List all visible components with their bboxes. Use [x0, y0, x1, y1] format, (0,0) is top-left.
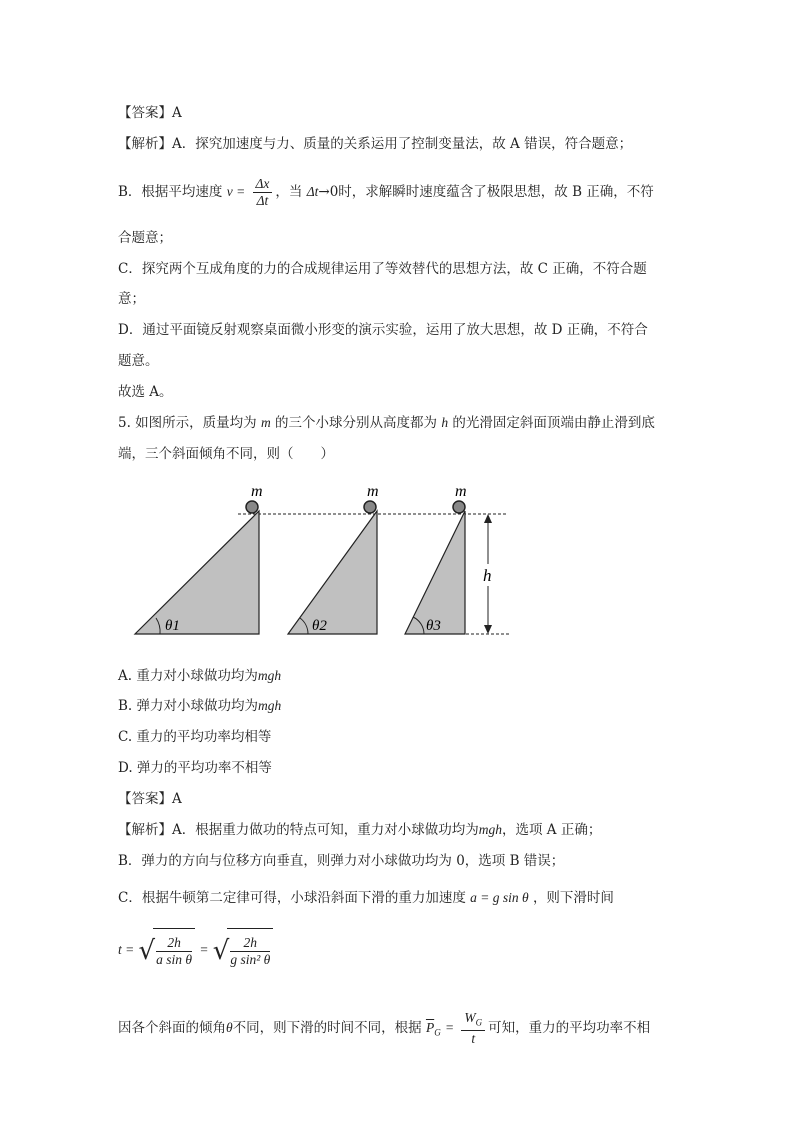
analysis-b-cont-text: 合题意； [118, 230, 172, 246]
height-arrow-bottom [484, 625, 492, 634]
angle-label-1: θ1 [165, 618, 180, 634]
power-fraction [461, 1010, 485, 1048]
analysis2-last-pre: 因各个斜面的倾角 [118, 1020, 226, 1036]
analysis-c [118, 260, 647, 278]
incline-2 [288, 511, 377, 634]
avg-power-symbol: $\overline{P}$ [425, 1020, 435, 1035]
height-label: h [483, 566, 492, 585]
analysis-d [118, 321, 648, 339]
analysis2-b [118, 852, 564, 870]
option-c [118, 728, 271, 746]
analysis-b-when: ，当 [275, 184, 303, 200]
analysis2-last-theta: θ [226, 1020, 233, 1035]
power-fraction-den: t [471, 1031, 476, 1047]
analysis2-a [118, 821, 601, 839]
question-5-text-1: 5. 如图所示，质量均为 [118, 415, 257, 431]
analysis-d-cont [118, 352, 159, 370]
choose-a-text: 故选 A。 [118, 384, 173, 400]
time-fraction-1 [156, 935, 192, 968]
incline-3 [405, 511, 465, 634]
option-b-text: B. 弹力对小球做功均为 [118, 698, 259, 714]
time-fraction-1-den: a sin θ [156, 952, 193, 967]
option-d-text: D. 弹力的平均功率不相等 [118, 760, 272, 776]
mass-label-2: m [367, 483, 379, 500]
answer-2 [118, 790, 182, 808]
option-b-math: mgh [258, 698, 282, 713]
power-fraction-num-sub: G [475, 1017, 483, 1028]
analysis-b-text: B．根据平均速度 [118, 184, 223, 200]
analysis2-c [118, 889, 614, 907]
analysis-d-cont-text: 题意。 [118, 353, 159, 369]
option-a [118, 667, 281, 685]
sqrt-body-1 [153, 928, 195, 973]
analysis-c-cont-text: 意； [118, 291, 145, 307]
analysis2-last-mid: 不同，则下滑的时间不同，根据 [232, 1020, 422, 1036]
analysis-a [118, 135, 632, 153]
time-fraction-1-num: 2h [156, 935, 192, 952]
analysis2-c-pre: C．根据牛顿第二定律可得，小球沿斜面下滑的重力加速度 [118, 890, 466, 906]
option-b [118, 697, 281, 715]
analysis2-a-math: mgh [478, 822, 502, 837]
question-5-text-3: 的光滑固定斜面顶端由静止滑到底 [452, 415, 655, 431]
avg-power-subscript: G [434, 1027, 441, 1038]
time-formula-equals: = [199, 942, 209, 957]
analysis-b-rest: →0时，求解瞬时速度蕴含了极限思想，故 B 正确，不符 [318, 184, 654, 200]
question-5-m: m [260, 415, 271, 430]
time-fraction-2-num: 2h [230, 935, 270, 952]
analysis-a-text: 【解析】A．探究加速度与力、质量的关系运用了控制变量法，故 A 错误，符合题意； [118, 136, 633, 152]
mass-label-3: m [455, 483, 467, 500]
analysis2-c-math: a = g sin θ [470, 890, 529, 905]
option-d [118, 759, 272, 777]
analysis2-last-post: 可知，重力的平均功率不相 [488, 1020, 651, 1036]
time-formula [118, 928, 273, 972]
delta-t: Δt [306, 184, 319, 199]
analysis-d-text: D．通过平面镜反射观察桌面微小形变的演示实验，运用了放大思想，故 D 正确，不符合 [118, 322, 648, 338]
sqrt-body-2 [227, 928, 273, 973]
question-5-cont [118, 445, 334, 463]
question-5 [118, 414, 655, 432]
height-arrow-top [484, 514, 492, 523]
avg-power-equals: = [444, 1020, 455, 1035]
ball-2 [364, 501, 376, 513]
option-a-math: mgh [257, 668, 282, 683]
sqrt-sign-1: √ [138, 935, 156, 966]
choose-a [118, 383, 173, 401]
question-5-cont-text: 端，三个斜面倾角不同，则（ ） [118, 446, 334, 462]
ball-1 [246, 501, 258, 513]
analysis2-last [118, 1008, 650, 1053]
analysis-b-cont [118, 229, 172, 247]
velocity-fraction-num: Δx [253, 176, 273, 193]
analysis2-a-post: ，选项 A 正确； [502, 822, 602, 838]
analysis-c-text: C．探究两个互成角度的力的合成规律运用了等效替代的思想方法，故 C 正确，不符合题 [118, 261, 647, 277]
sqrt-sign-2: √ [212, 935, 230, 966]
power-fraction-num-w: W [464, 1009, 476, 1025]
answer-text: 【答案】A [118, 105, 182, 121]
question-5-text-2: 的三个小球分别从高度都为 [275, 415, 438, 431]
time-fraction-2-den: g sin² θ [230, 952, 271, 967]
mass-label-1: m [251, 483, 263, 500]
power-fraction-num [461, 1010, 485, 1032]
velocity-fraction-den: Δt [256, 193, 269, 208]
velocity-fraction [253, 176, 273, 209]
analysis-c-cont [118, 290, 145, 308]
inclines-figure [0, 480, 794, 645]
option-c-text: C. 重力的平均功率均相等 [118, 729, 272, 745]
time-formula-lhs: t = [118, 942, 135, 957]
option-a-text: A. 重力对小球做功均为 [118, 668, 258, 684]
angle-label-3: θ3 [426, 618, 441, 634]
analysis2-a-pre: 【解析】A．根据重力做功的特点可知，重力对小球做功均为 [118, 822, 479, 838]
analysis2-c-post: ，则下滑时间 [532, 890, 614, 906]
analysis2-b-text: B．弹力的方向与位移方向垂直，则弹力对小球做功均为 0，选项 B 错误； [118, 853, 565, 869]
time-fraction-2 [230, 935, 270, 968]
analysis-b [118, 172, 654, 212]
ball-3 [453, 501, 465, 513]
answer-2-text: 【答案】A [118, 791, 182, 807]
velocity-formula-lhs: v = [226, 184, 246, 199]
angle-label-2: θ2 [312, 618, 327, 634]
incline-1 [135, 511, 259, 634]
answer-line [118, 104, 182, 122]
question-5-h: h [441, 415, 449, 430]
